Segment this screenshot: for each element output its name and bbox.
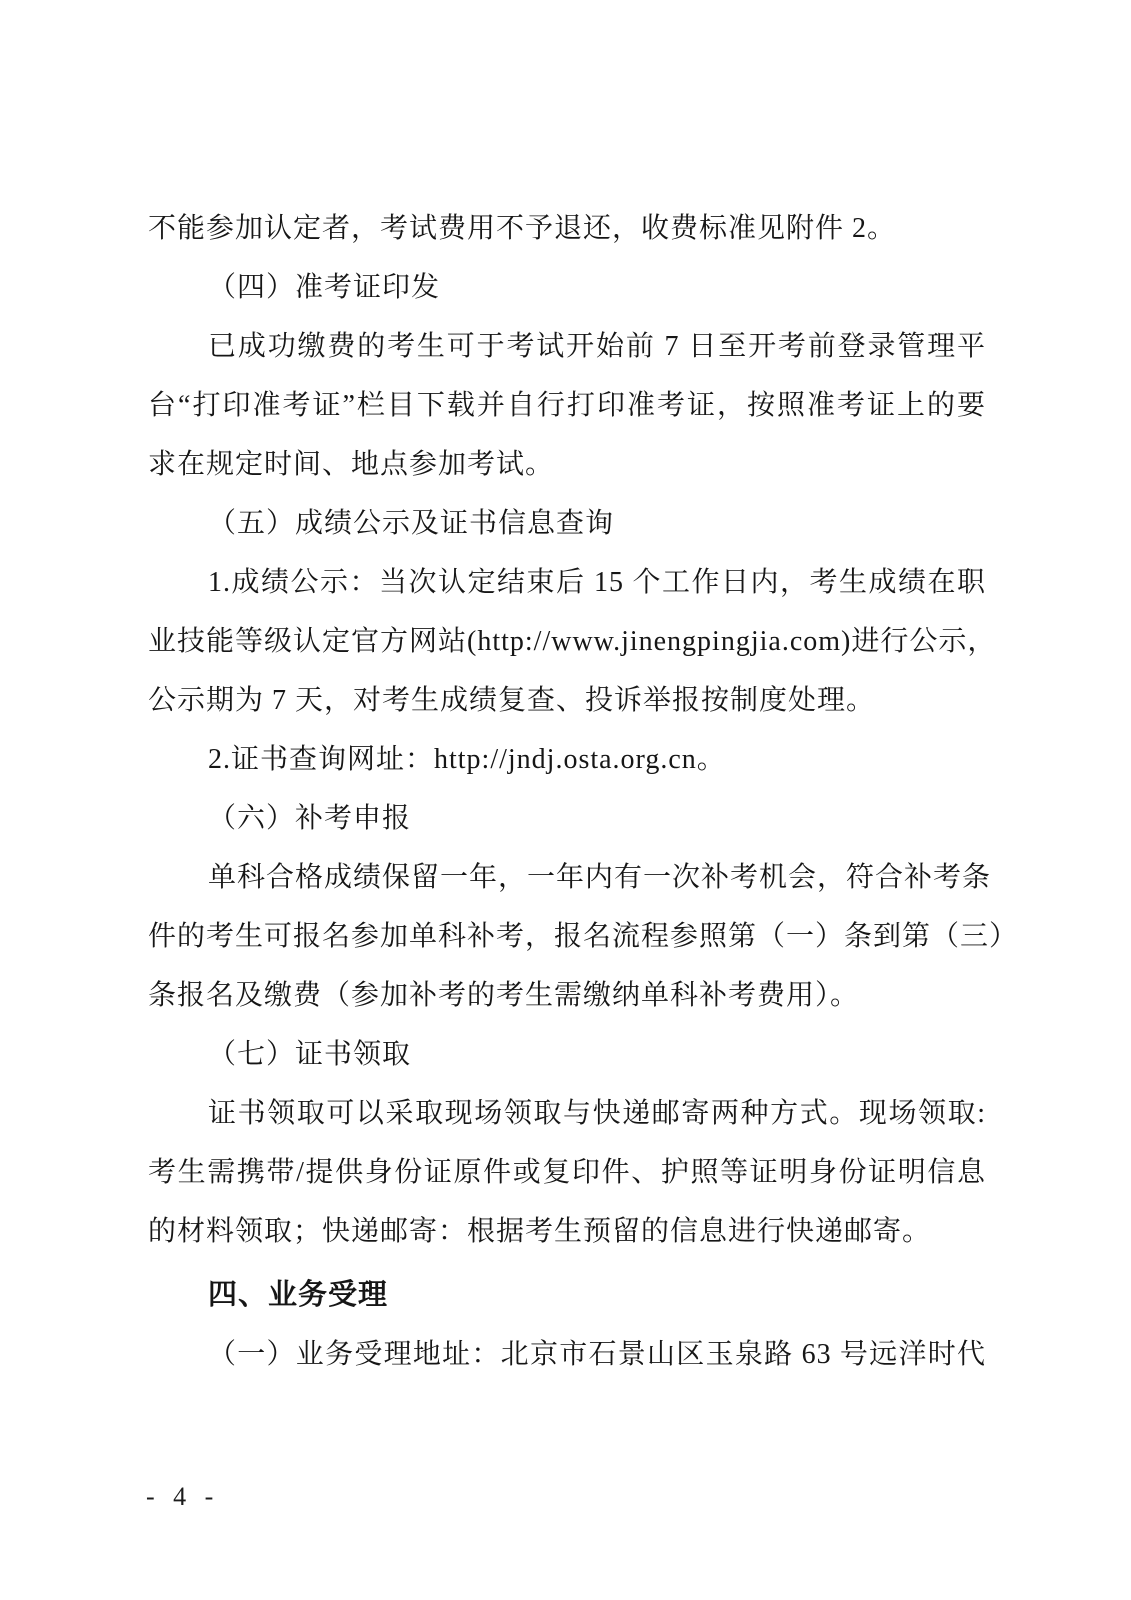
body-line-12: 单科合格成绩保留一年，一年内有一次补考机会，符合补考条 (208, 862, 992, 893)
body-line-1: 不能参加认定者，考试费用不予退还，收费标准见附件 2。 (148, 213, 897, 244)
body-line-3: 已成功缴费的考生可于考试开始前 7 日至开考前登录管理平 (208, 331, 986, 362)
body-line-10-url: 2.证书查询网址：http://jndj.osta.org.cn。 (208, 744, 726, 775)
section-heading-business: 四、业务受理 (208, 1279, 389, 1311)
subsection-heading-7: （七）证书领取 (208, 1039, 412, 1070)
body-line-14: 条报名及缴费（参加补考的考生需缴纳单科补考费用）。 (148, 980, 860, 1011)
body-line-7: 1.成绩公示：当次认定结束后 15 个工作日内，考生成绩在职 (208, 567, 986, 598)
body-line-13: 件的考生可报名参加单科补考，报名流程参照第（一）条到第（三） (148, 921, 1019, 952)
body-line-17: 考生需携带/提供身份证原件或复印件、护照等证明身份证明信息 (148, 1157, 986, 1188)
body-line-20: （一）业务受理地址：北京市石景山区玉泉路 63 号远洋时代 (208, 1339, 986, 1370)
body-line-4: 台“打印准考证”栏目下载并自行打印准考证，按照准考证上的要 (148, 390, 986, 421)
body-line-8-url: 业技能等级认定官方网站(http://www.jinengpingjia.com)进行公示， (148, 626, 997, 657)
body-line-16: 证书领取可以采取现场领取与快递邮寄两种方式。现场领取: (208, 1098, 986, 1129)
body-line-5: 求在规定时间、地点参加考试。 (148, 449, 555, 480)
body-line-9: 公示期为 7 天，对考生成绩复查、投诉举报按制度处理。 (148, 685, 876, 716)
page-number: - 4 - (146, 1482, 220, 1511)
subsection-heading-4: （四）准考证印发 (208, 272, 441, 303)
document-body (148, 199, 1019, 1384)
body-line-18: 的材料领取；快递邮寄：根据考生预留的信息进行快递邮寄。 (148, 1216, 932, 1247)
subsection-heading-5: （五）成绩公示及证书信息查询 (208, 508, 615, 539)
subsection-heading-6: （六）补考申报 (208, 803, 412, 834)
